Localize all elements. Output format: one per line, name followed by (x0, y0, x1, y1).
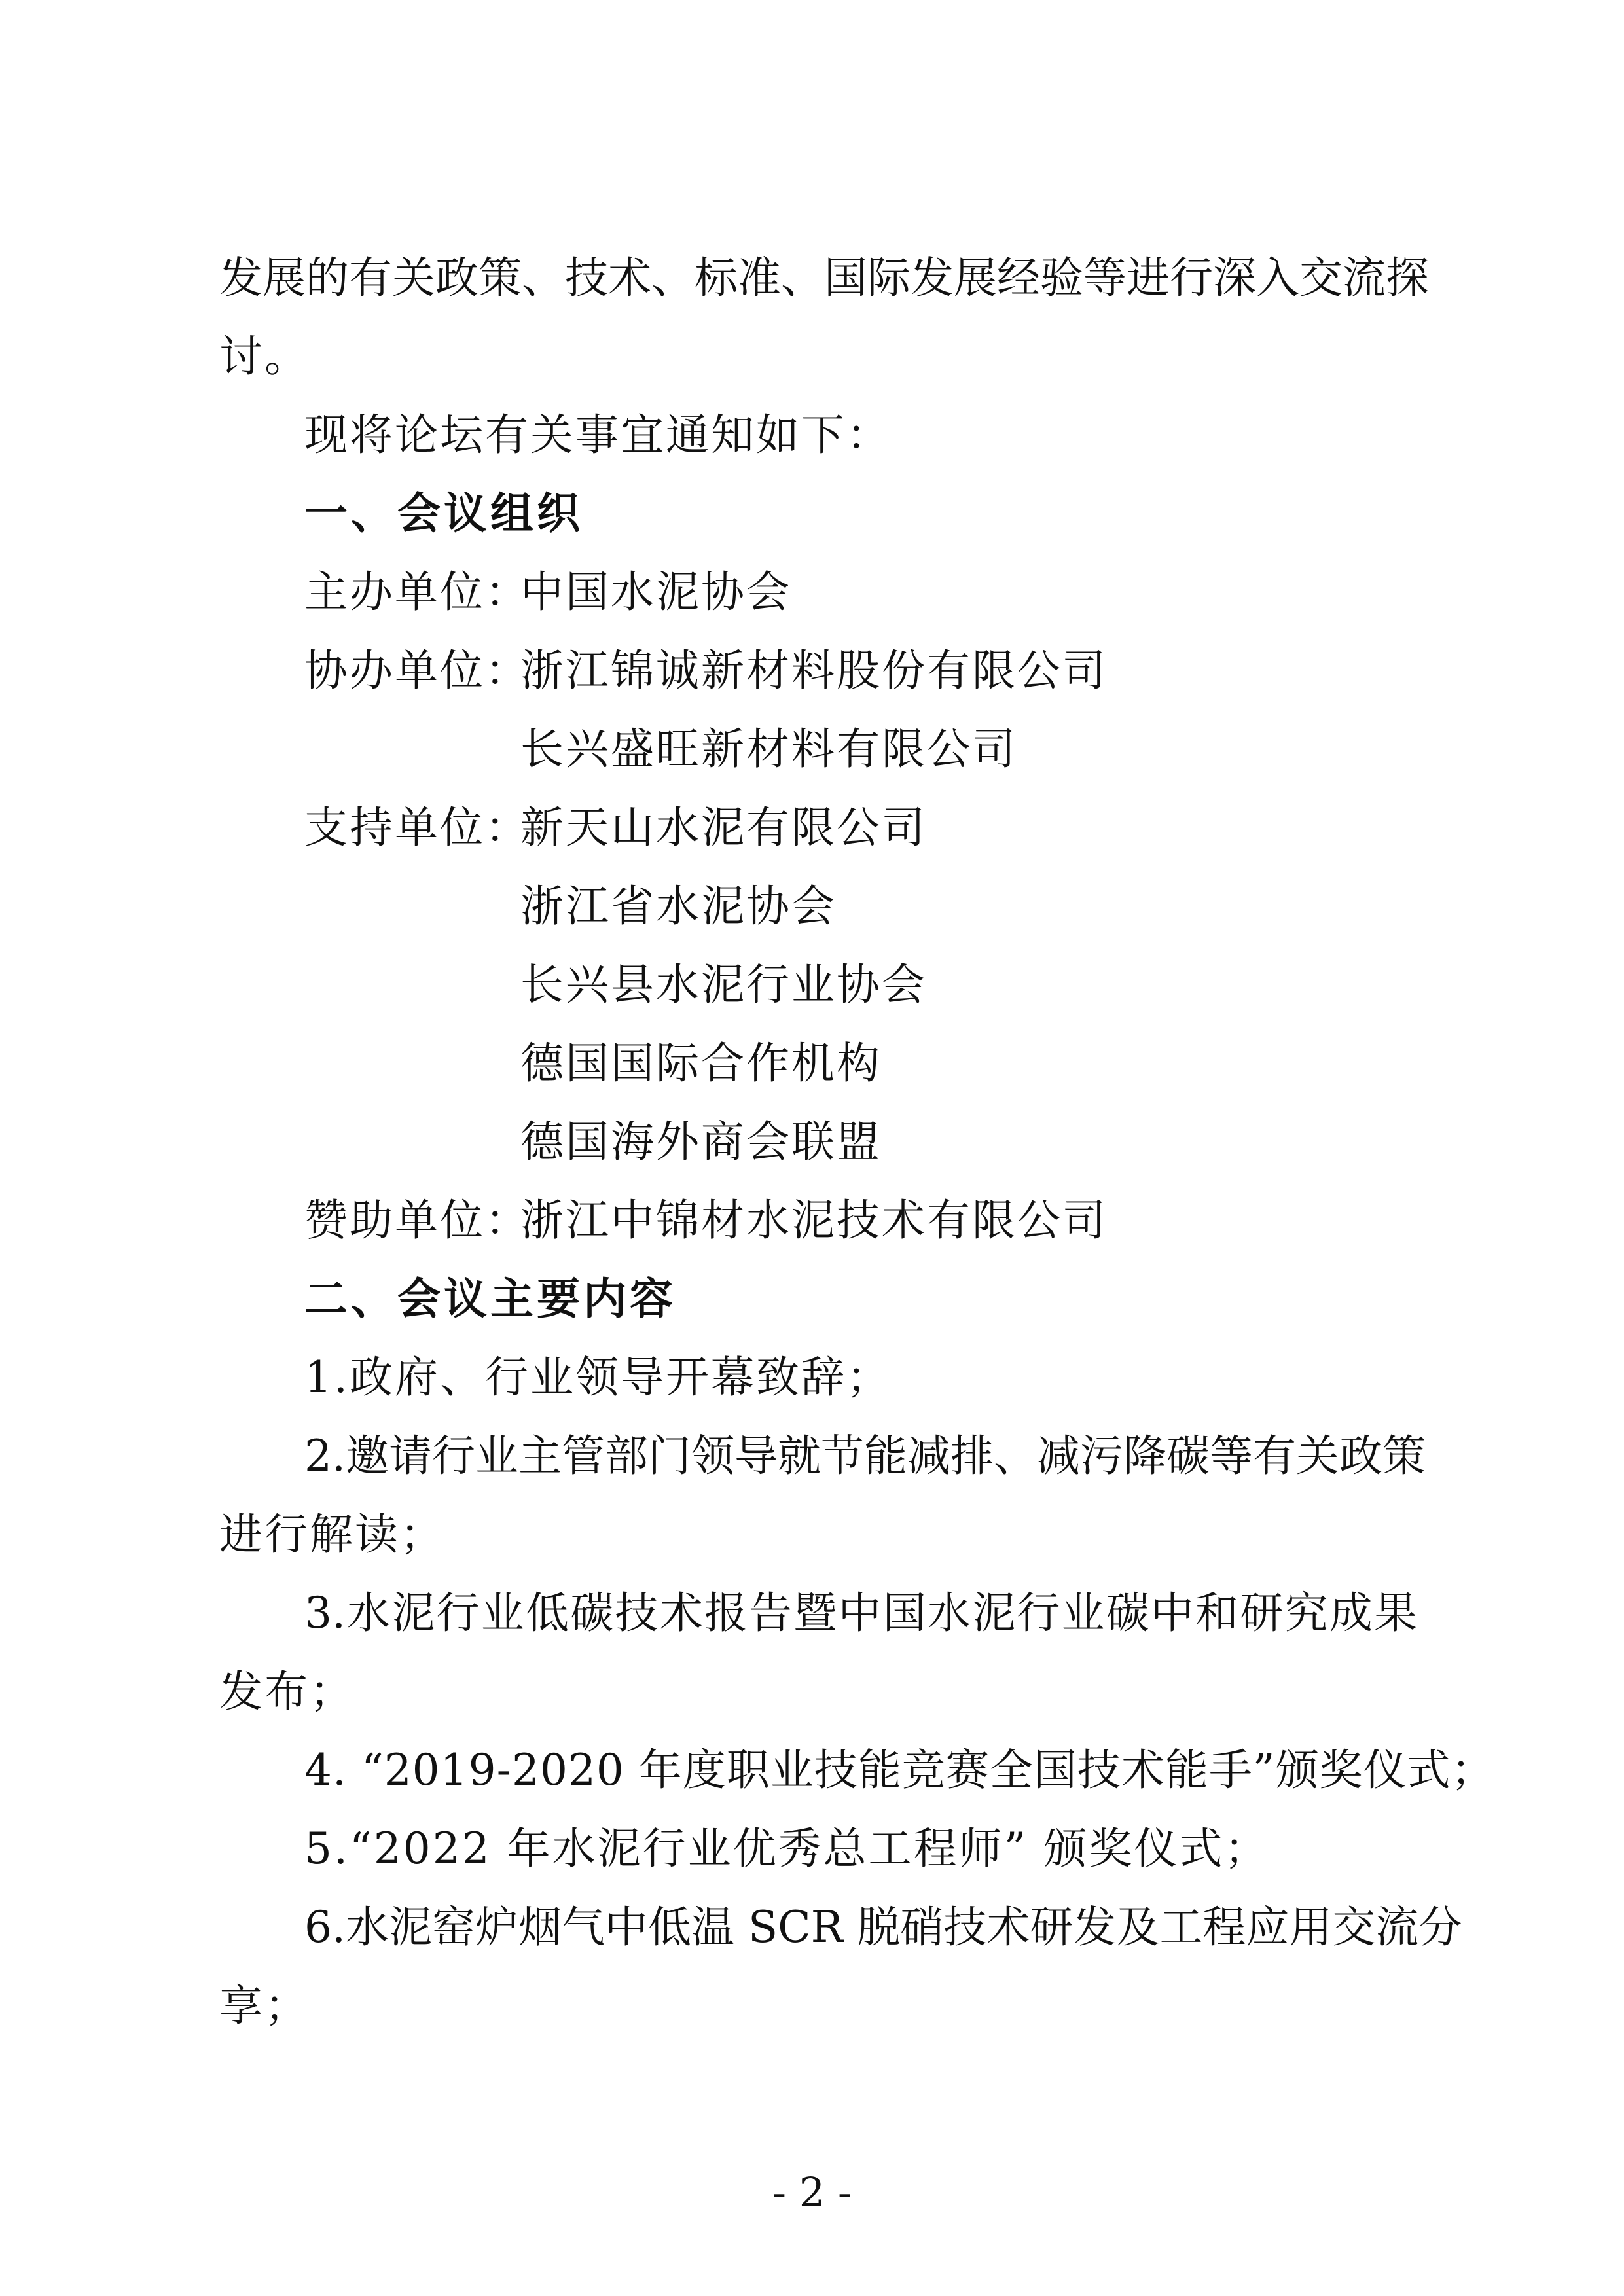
agenda-item-2-line-1: 2.邀请行业主管部门领导就节能减排、减污降碳等有关政策 (304, 1431, 1426, 1481)
supporter-3: 长兴县水泥行业协会 (520, 960, 927, 1010)
sponsor-organization: 浙江中锦材水泥技术有限公司 (520, 1195, 1108, 1246)
host-organization: 中国水泥协会 (520, 567, 791, 617)
section-2-heading: 二、会议主要内容 (304, 1274, 676, 1324)
sponsor-label: 赞助单位： (304, 1195, 530, 1246)
supporter-2: 浙江省水泥协会 (520, 881, 837, 931)
supporter-label: 支持单位： (304, 802, 530, 853)
supporter-4: 德国国际合作机构 (520, 1038, 882, 1088)
supporter-5: 德国海外商会联盟 (520, 1117, 882, 1167)
co-organizer-label: 协办单位： (304, 645, 530, 696)
agenda-item-6-line-2: 享； (219, 1981, 310, 2031)
page-number: - 2 - (772, 2168, 852, 2216)
agenda-item-5: 5.“2022 年水泥行业优秀总工程师” 颁奖仪式； (304, 1823, 1270, 1874)
agenda-item-1: 1.政府、行业领导开幕致辞； (304, 1352, 892, 1403)
agenda-item-4: 4. “2019-2020 年度职业技能竞赛全国技术能手”颁奖仪式； (304, 1745, 1495, 1795)
intro-line-1: 发展的有关政策、技术、标准、国际发展经验等进行深入交流探 (219, 253, 1429, 303)
agenda-item-6-line-1: 6.水泥窑炉烟气中低温 SCR 脱硝技术研发及工程应用交流分 (304, 1902, 1462, 1952)
notice-line: 现将论坛有关事宜通知如下： (304, 410, 892, 460)
intro-line-2: 讨。 (219, 331, 310, 382)
co-organizer-2: 长兴盛旺新材料有限公司 (520, 724, 1017, 774)
section-1-heading: 一、会议组织 (304, 488, 583, 539)
co-organizer-1: 浙江锦诚新材料股份有限公司 (520, 645, 1108, 696)
host-label: 主办单位： (304, 567, 530, 617)
agenda-item-3-line-1: 3.水泥行业低碳技术报告暨中国水泥行业碳中和研究成果 (304, 1588, 1417, 1638)
supporter-1: 新天山水泥有限公司 (520, 802, 927, 853)
agenda-item-3-line-2: 发布； (219, 1666, 355, 1717)
agenda-item-2-line-2: 进行解读； (219, 1509, 445, 1560)
